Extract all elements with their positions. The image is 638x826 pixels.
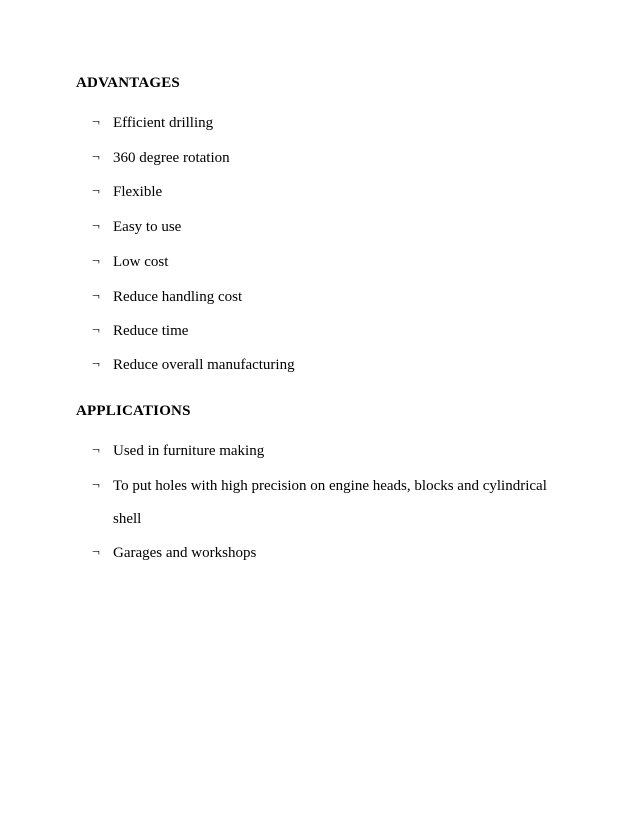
advantage-text: Low cost [113, 254, 169, 270]
applications-heading: APPLICATIONS [76, 403, 191, 419]
bullet-icon: ¬ [92, 115, 100, 130]
advantages-heading: ADVANTAGES [76, 75, 180, 91]
bullet-icon: ¬ [92, 545, 100, 560]
bullet-icon: ¬ [92, 184, 100, 199]
application-text: Garages and workshops [113, 545, 257, 561]
application-text-continuation: shell [113, 511, 142, 527]
bullet-icon: ¬ [92, 323, 100, 338]
advantage-text: Reduce time [113, 323, 189, 339]
advantage-text: Reduce overall manufacturing [113, 357, 295, 373]
bullet-icon: ¬ [92, 254, 100, 269]
advantage-text: Easy to use [113, 219, 182, 235]
advantage-text: Reduce handling cost [113, 289, 243, 305]
advantage-text: Flexible [113, 184, 163, 200]
advantage-text: Efficient drilling [113, 115, 214, 131]
bullet-icon: ¬ [92, 357, 100, 372]
bullet-icon: ¬ [92, 219, 100, 234]
bullet-icon: ¬ [92, 289, 100, 304]
bullet-icon: ¬ [92, 150, 100, 165]
application-text: Used in furniture making [113, 443, 265, 459]
advantage-text: 360 degree rotation [113, 150, 230, 166]
bullet-icon: ¬ [92, 478, 100, 493]
bullet-icon: ¬ [92, 443, 100, 458]
application-text: To put holes with high precision on engine heads, blocks and cylindrical [113, 478, 547, 494]
